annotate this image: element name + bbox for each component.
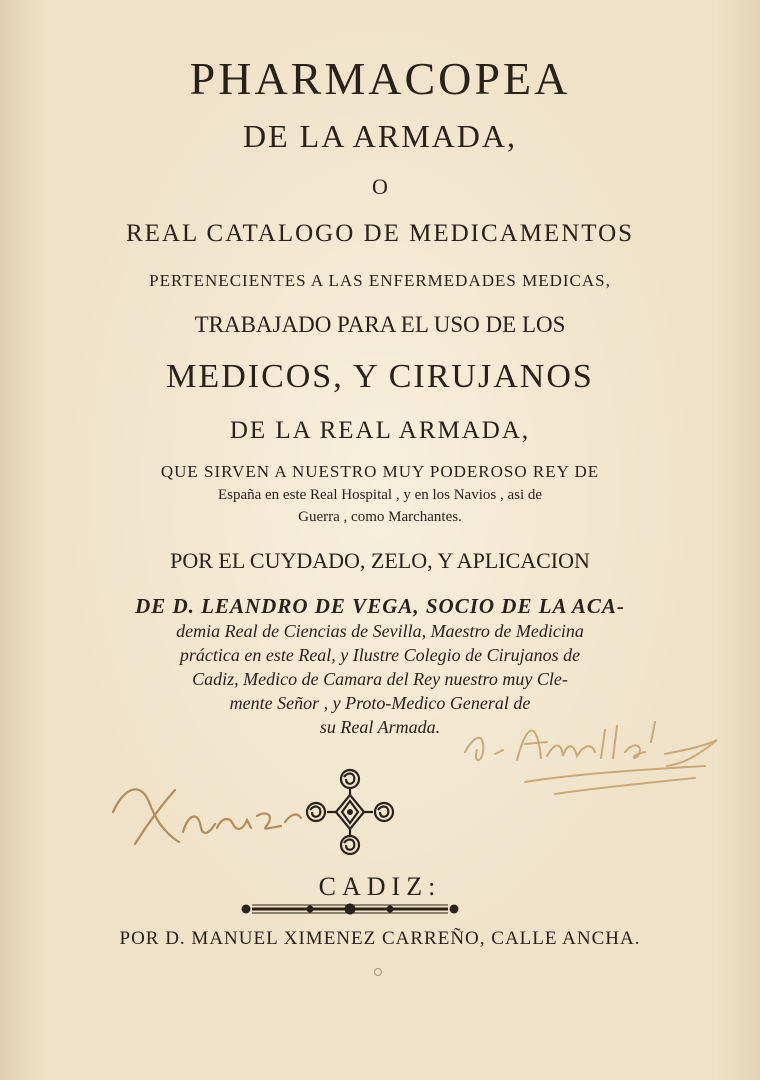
handwritten-signature-right xyxy=(455,712,725,812)
diseases-line: PERTENECIENTES A LAS ENFERMEDADES MEDICAS, xyxy=(149,271,611,290)
author-line-6: su Real Armada. xyxy=(319,717,441,737)
catalog-line: REAL CATALOGO DE MEDICAMENTOS xyxy=(125,220,635,247)
author-line-5: mente Señor , y Proto-Medico General de xyxy=(229,693,531,713)
printer-line: POR D. MANUEL XIMENEZ CARREÑO, CALLE ANCHA. xyxy=(119,928,641,949)
author-line-3: práctica en este Real, y Ilustre Colegio de Cirujanos de xyxy=(179,645,581,665)
doctors-line: MEDICOS, Y CIRUJANOS xyxy=(166,358,594,395)
page-spot xyxy=(374,968,382,976)
author-line-2: demia Real de Ciencias de Sevilla, Maestro de Medicina xyxy=(176,621,584,641)
conjunction: O xyxy=(372,174,388,199)
decorative-rule xyxy=(240,902,460,916)
book-title: PHARMACOPEA xyxy=(189,53,571,104)
worked-line: TRABAJADO PARA EL USO DE LOS xyxy=(194,312,566,337)
handwritten-signature-left xyxy=(105,772,315,862)
war-line: Guerra , como Marchantes. xyxy=(298,509,462,525)
spain-line: España en este Real Hospital , y en los Navios , asi de xyxy=(217,487,543,503)
care-line: POR EL CUYDADO, ZELO, Y APLICACION xyxy=(170,548,590,573)
navy-line: DE LA REAL ARMADA, xyxy=(229,417,531,444)
book-subtitle: DE LA ARMADA, xyxy=(242,118,517,154)
place-of-printing: CADIZ: xyxy=(318,872,442,901)
serve-line: QUE SIRVEN A NUESTRO MUY PODEROSO REY DE xyxy=(160,462,600,481)
printers-ornament xyxy=(300,765,400,861)
author-line-4: Cadiz, Medico de Camara del Rey nuestro muy Cle- xyxy=(192,669,568,689)
author-line-1: DE D. LEANDRO DE VEGA, SOCIO DE LA ACA- xyxy=(135,594,625,618)
